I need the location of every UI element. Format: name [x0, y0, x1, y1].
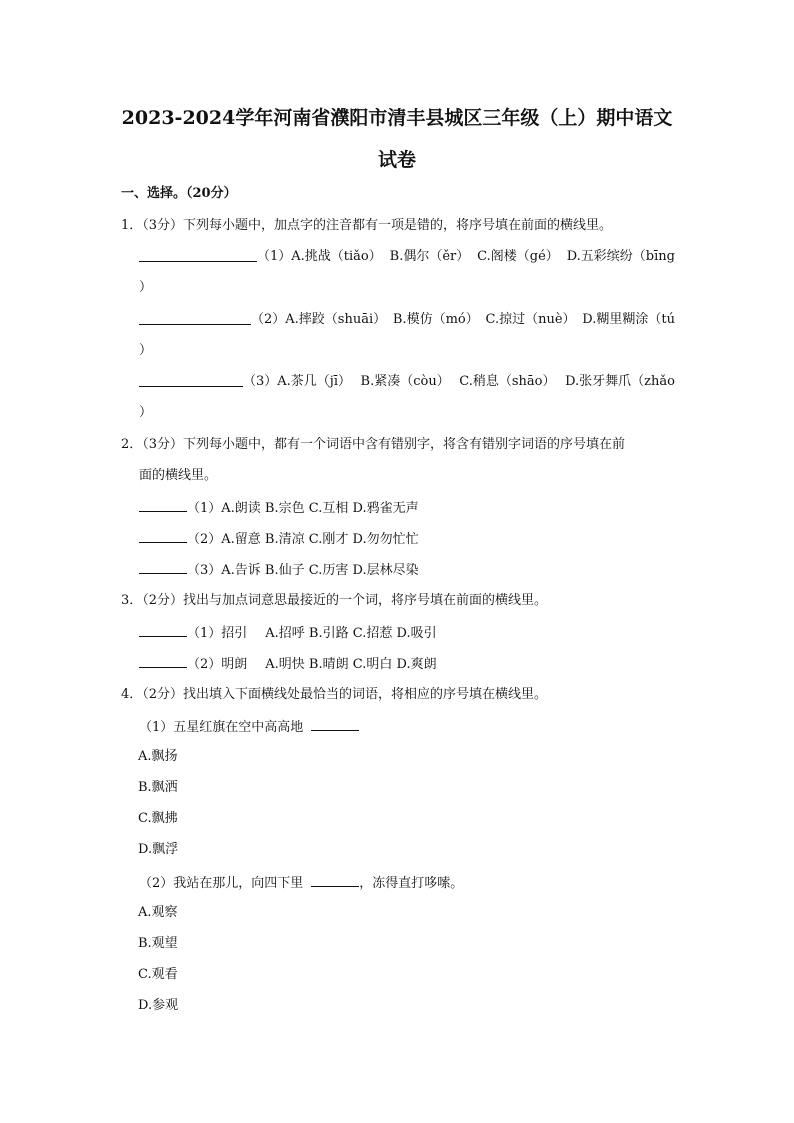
exam-title-line1: 2023-2024学年河南省濮阳市清丰县城区三年级（上）期中语文: [121, 107, 673, 129]
q2-row2-text: （2）A.留意 B.清凉 C.刚才 D.勿勿忙忙: [187, 532, 419, 547]
q1-row3: [139, 373, 675, 391]
option: D.张牙舞爪（zhǎo: [565, 374, 675, 389]
option: C.飘拂: [138, 811, 178, 826]
option: A.观察: [138, 905, 178, 920]
section-heading: 一、选择。（20分）: [121, 186, 237, 201]
q2-row1: [139, 498, 419, 518]
answer-blank[interactable]: [139, 623, 187, 637]
q2-row3-text: （3）A.告诉 B.仙子 C.历害 D.层林尽染: [187, 563, 419, 578]
exam-title-line2: 试卷: [377, 149, 416, 171]
answer-blank[interactable]: [139, 311, 251, 325]
q4-sentence1-text: （1）五星红旗在空中高高地: [139, 720, 304, 735]
option: C.掠过（nuè）: [485, 312, 576, 327]
q2-stem-cont: 面的横线里。: [139, 468, 218, 483]
q2-row1-text: （1）A.朗读 B.宗色 C.互相 D.鸦雀无声: [187, 501, 419, 516]
q1-stem: 1．（3分）下列每小题中，加点字的注音都有一项是错的，将序号填在前面的横线里。: [121, 218, 613, 233]
option: D.参观: [138, 998, 179, 1013]
q1-row2-number: （2）: [251, 312, 286, 327]
option: D.糊里糊涂（tú: [582, 312, 675, 327]
q1-row1: [139, 248, 675, 266]
q2-row2: [139, 529, 419, 549]
option: C.稍息（shāo）: [459, 374, 556, 389]
q2-stem: 2．（3分）下列每小题中，都有一个词语中含有错别字，将含有错别字词语的序号填在前: [121, 437, 626, 452]
q4-sentence1: [139, 717, 359, 737]
option: B.紧凑（còu）: [360, 374, 450, 389]
q4-sentence2-text: （2）我站在那儿，向四下里: [139, 876, 304, 891]
answer-blank[interactable]: [311, 873, 359, 887]
q1-row1-tail: ）: [139, 280, 153, 295]
option: D.飘浮: [138, 842, 179, 857]
q3-row2-options: A.明快 B.晴朗 C.明白 D.爽朗: [265, 657, 437, 672]
q1-row1-number: （1）: [257, 249, 292, 264]
option: B.观望: [138, 936, 178, 951]
answer-blank[interactable]: [139, 654, 187, 668]
option: C.阁楼（gé）: [477, 249, 559, 264]
option: B.模仿（mó）: [392, 312, 479, 327]
option: C.观看: [138, 967, 178, 982]
q1-row3-number: （3）: [243, 374, 278, 389]
option: A.挑战（tiǎo）: [291, 249, 382, 264]
answer-blank[interactable]: [139, 498, 187, 512]
q3-row1-word: （1）招引: [187, 626, 248, 641]
option: A.茶几（jī）: [277, 374, 351, 389]
q1-row2-tail: ）: [139, 343, 153, 358]
option: B.飘洒: [138, 780, 178, 795]
answer-blank[interactable]: [139, 529, 187, 543]
q4-sentence2: [139, 873, 463, 893]
answer-blank[interactable]: [139, 560, 187, 574]
option: A.飘扬: [138, 749, 178, 764]
q3-row1-options: A.招呼 B.引路 C.招惹 D.吸引: [265, 626, 437, 641]
q1-row2: [139, 311, 675, 329]
q3-row2: [139, 654, 437, 674]
option: A.摔跤（shuāi）: [285, 312, 387, 327]
q4-stem: 4．（2分）找出填入下面横线处最恰当的词语，将相应的序号填在横线里。: [121, 687, 548, 702]
q3-row1: [139, 623, 437, 643]
option: B.偶尔（ěr）: [389, 249, 470, 264]
q2-row3: [139, 560, 419, 580]
answer-blank[interactable]: [139, 248, 257, 262]
answer-blank[interactable]: [311, 717, 359, 731]
option: D.五彩缤纷（bīng: [566, 249, 675, 264]
q4-sentence2-end: ，冻得直打哆嗦。: [359, 876, 464, 891]
q3-stem: 3．（2分）找出与加点词意思最接近的一个词，将序号填在前面的横线里。: [121, 593, 548, 608]
q1-row3-tail: ）: [139, 405, 153, 420]
answer-blank[interactable]: [139, 373, 243, 387]
q3-row2-word: （2）明朗: [187, 657, 248, 672]
